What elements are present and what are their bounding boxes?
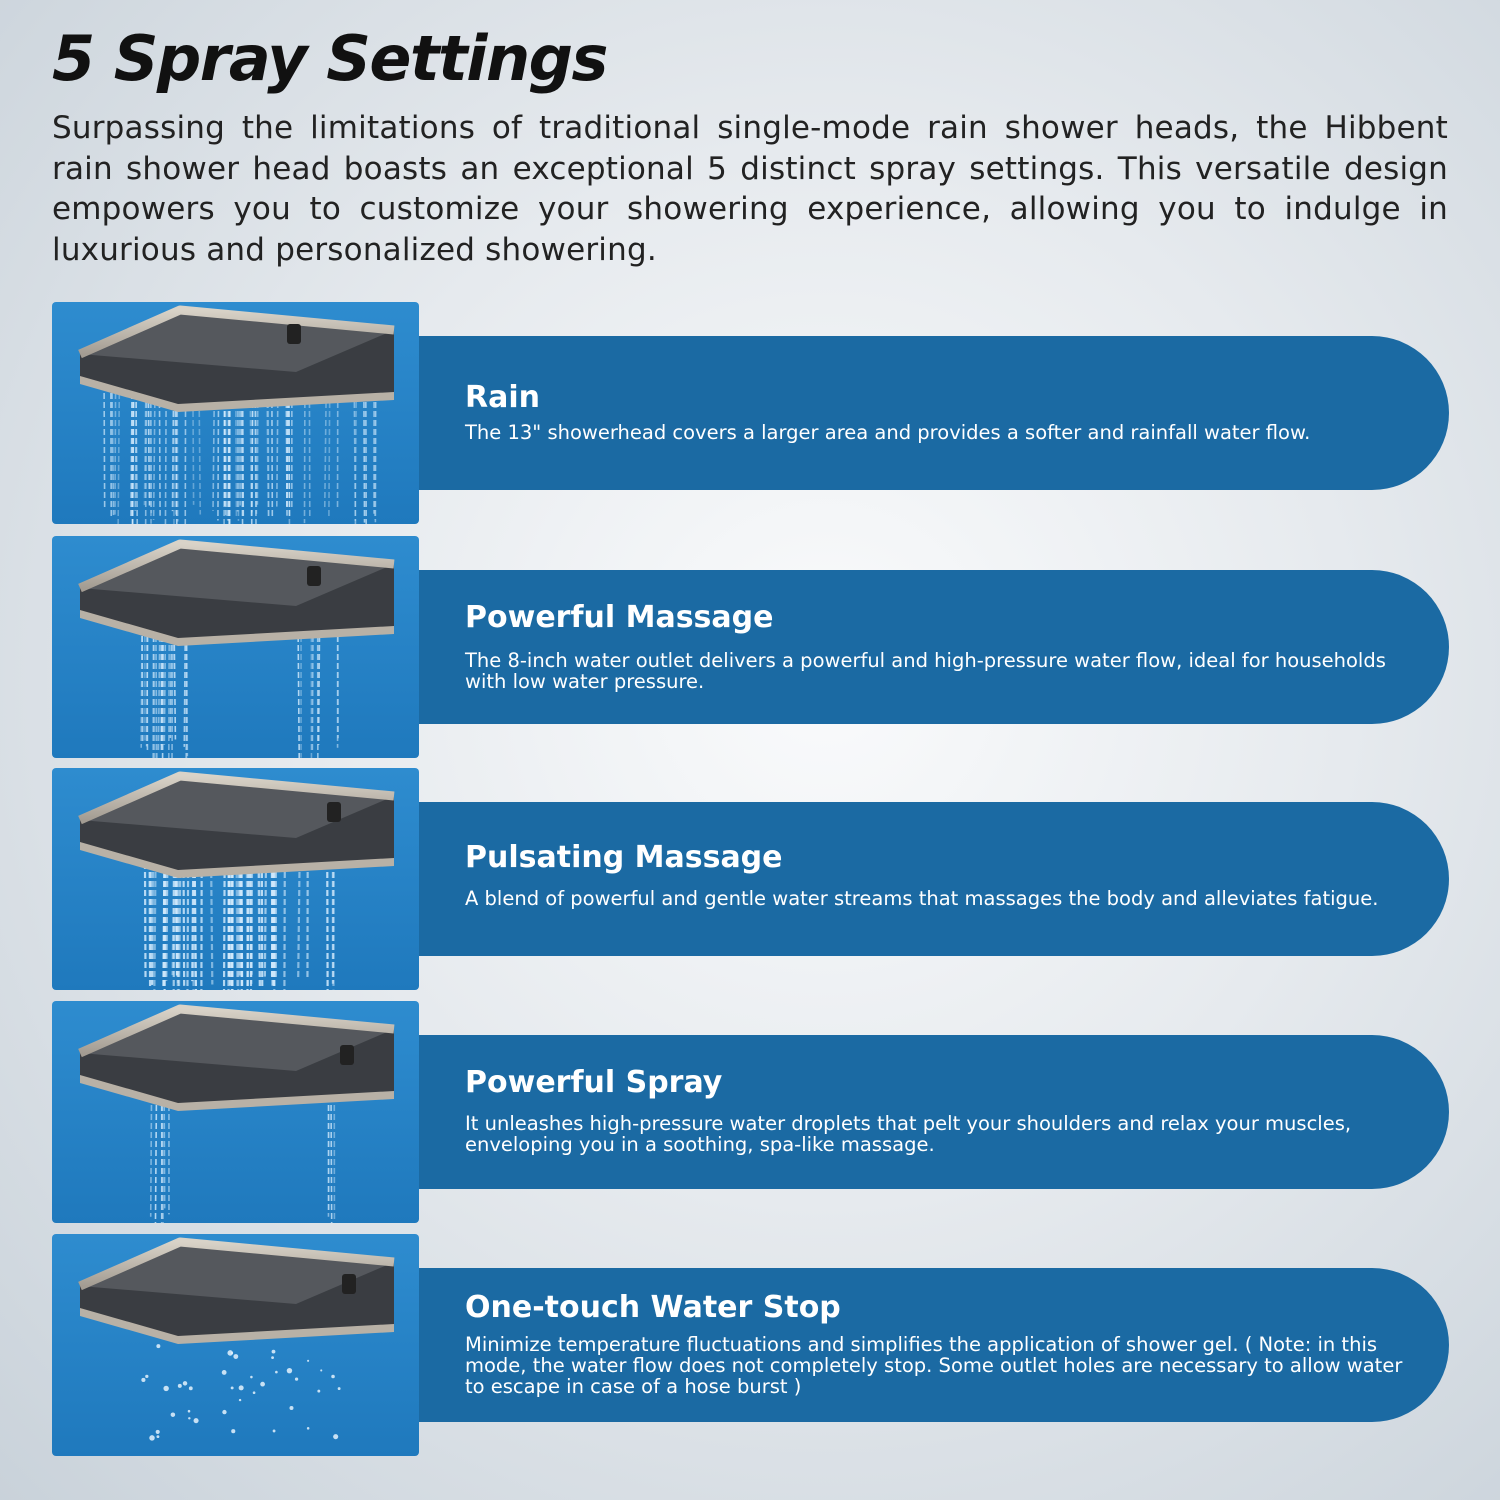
setting-description: The 8-inch water outlet delivers a powerful and high-pressure water flow, ideal for households with low water pressure.	[465, 649, 1386, 693]
spray-setting-band	[419, 802, 1449, 956]
spray-setting-powerful-spray	[52, 1001, 1449, 1223]
setting-title: Rain	[465, 380, 540, 415]
page-title: 5 Spray Settings	[52, 22, 607, 95]
spray-setting-band	[419, 570, 1449, 724]
spray-setting-pulsating-massage	[52, 768, 1449, 990]
rain-spray-icon	[52, 302, 419, 524]
pulsating-spray-icon	[52, 768, 419, 990]
setting-title: Powerful Massage	[465, 600, 774, 635]
setting-title: One-touch Water Stop	[465, 1290, 841, 1325]
spray-setting-powerful-massage	[52, 536, 1449, 758]
spray-setting-rain	[52, 302, 1449, 524]
spray-setting-one-touch-water-stop	[52, 1234, 1449, 1456]
setting-description: The 13" showerhead covers a larger area and provides a softer and rainfall water flow.	[465, 421, 1311, 444]
massage-spray-icon	[52, 536, 419, 758]
spray-setting-band	[419, 336, 1449, 490]
setting-description: Minimize temperature fluctuations and simplifies the application of shower gel. ( Note: in this mode, the water flow does not completely stop. Some outlet holes are necessary to allow water to escape in case of a hose burst )	[465, 1333, 1403, 1398]
spray-setting-band	[419, 1035, 1449, 1189]
intro-paragraph: Surpassing the limitations of traditional single-mode rain shower heads, the Hibbent rain shower head boasts an exceptional 5 distinct spray settings. This versatile design empowers you to customize your showering experience, allowing you to indulge in luxurious and personalized showering.	[52, 110, 1448, 268]
spray-setting-band	[419, 1268, 1449, 1422]
setting-title: Pulsating Massage	[465, 840, 783, 875]
water-stop-icon	[52, 1234, 419, 1456]
setting-title: Powerful Spray	[465, 1065, 723, 1100]
side-spray-icon	[52, 1001, 419, 1223]
setting-description: A blend of powerful and gentle water streams that massages the body and alleviates fatigue.	[465, 887, 1379, 910]
setting-description: It unleashes high-pressure water droplets that pelt your shoulders and relax your muscles, enveloping you in a soothing, spa-like massage.	[465, 1112, 1352, 1156]
